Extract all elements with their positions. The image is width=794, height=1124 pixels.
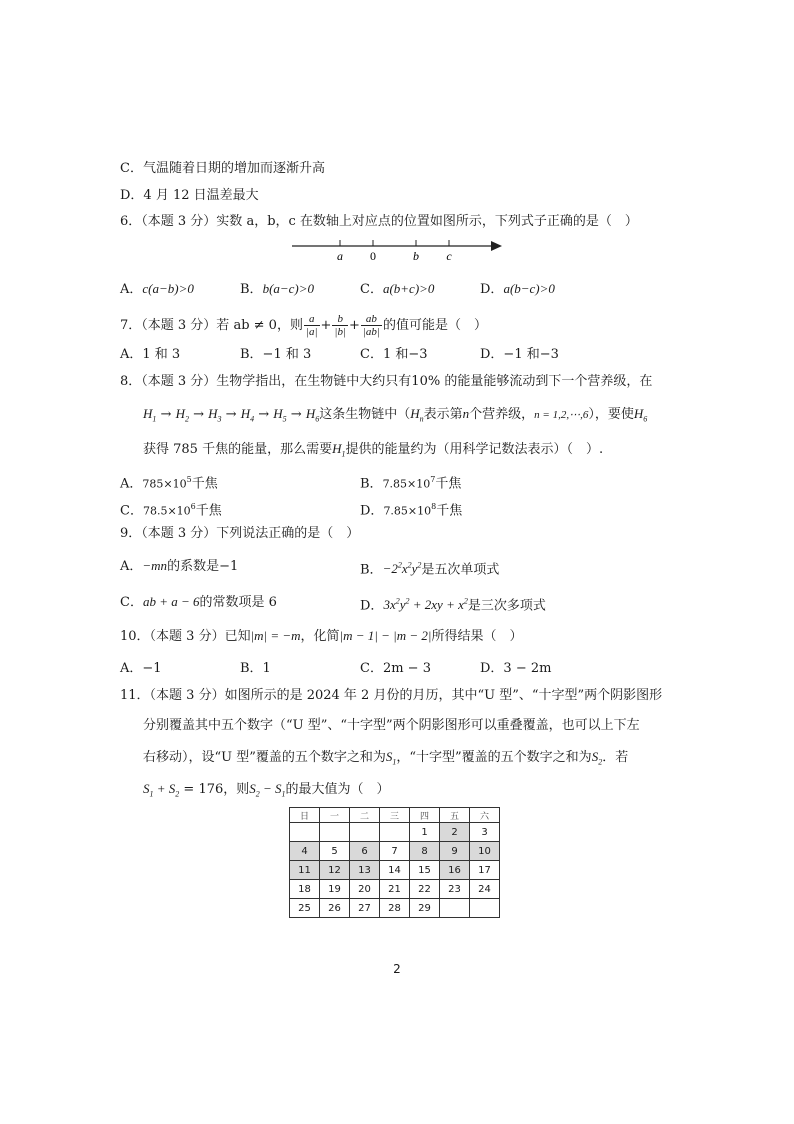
frac-b: $\frac{b}{|b|}$ — [334, 313, 346, 338]
q5-option-c: C．气温随着日期的增加而逐渐升高 — [120, 161, 325, 176]
calendar-day-cell: 10 — [470, 842, 500, 861]
page-number: 2 — [393, 962, 401, 976]
q11-line4: $S_1 + S_2 = 176$，则$S_2 - S_1$的最大值为（ ） — [143, 781, 390, 799]
calendar-day-cell: 29 — [410, 899, 440, 918]
q8-stem-line3: 获得 785 千焦的能量，那么需要$H_1$提供的能量约为（用科学记数法表示）（ ）. — [143, 441, 604, 459]
q11-line1: 11．（本题 3 分）如图所示的是 2024 年 2 月份的月历，其中“U 型”、“十字型”两个阴影图形 — [120, 688, 663, 703]
calendar-day-cell: 25 — [290, 899, 320, 918]
calendar-day-cell: 7 — [380, 842, 410, 861]
calendar-day-cell: 3 — [470, 823, 500, 842]
q9-option-d: D．$3x^2y^2 + 2xy + x^2$是三次多项式 — [360, 597, 546, 614]
calendar-day-cell — [290, 823, 320, 842]
q9-option-a: A．−mn的系数是−1 — [120, 558, 239, 574]
calendar-day-cell: 16 — [440, 861, 470, 880]
q7-stem: 7．（本题 3 分）若 ab ≠ 0，则 $\frac{a}{|a|}$ + $\frac{b}{|b|}$ + $\frac{ab}{|ab|}$ 的值可能是（ ） — [120, 313, 487, 338]
frac-ab: $\frac{ab}{|ab|}$ — [362, 313, 380, 338]
label-a: a — [337, 249, 343, 263]
calendar-day-cell — [320, 823, 350, 842]
calendar-day-cell: 22 — [410, 880, 440, 899]
q8-stem-line1: 8．（本题 3 分）生物学指出，在生物链中大约只有10% 的能量能够流动到下一个营养级，在 — [120, 374, 653, 389]
label-0: 0 — [370, 249, 376, 263]
q8-option-d: D．$7.85\times 10^8$千焦 — [360, 502, 463, 519]
calendar-day-cell: 23 — [440, 880, 470, 899]
q8-option-c: C．$78.5\times 10^6$千焦 — [120, 502, 222, 519]
q7-option-d: D．−1 和−3 — [480, 347, 559, 362]
calendar-day-cell: 2 — [440, 823, 470, 842]
calendar-day-cell: 13 — [350, 861, 380, 880]
calendar-weekday: 五 — [440, 808, 470, 823]
label-b: b — [413, 249, 419, 263]
q6-option-c: C．a(b+c)>0 — [360, 281, 435, 297]
calendar-day-cell — [470, 899, 500, 918]
calendar-day-cell: 17 — [470, 861, 500, 880]
frac-a: $\frac{a}{|a|}$ — [305, 313, 318, 338]
q10-option-c: C．2m − 3 — [360, 661, 431, 676]
q8-option-a: A．$785\times 10^5$千焦 — [120, 475, 218, 492]
calendar-day-cell: 20 — [350, 880, 380, 899]
calendar-day-cell — [440, 899, 470, 918]
calendar-day-cell: 5 — [320, 842, 350, 861]
calendar-day-cell — [380, 823, 410, 842]
calendar-day-cell: 11 — [290, 861, 320, 880]
calendar-day-cell: 15 — [410, 861, 440, 880]
calendar-day-cell: 4 — [290, 842, 320, 861]
calendar-day-cell: 14 — [380, 861, 410, 880]
q9-option-b: B．$-2^2x^2y^2$是五次单项式 — [360, 561, 500, 578]
calendar-day-cell: 27 — [350, 899, 380, 918]
q10-stem: 10．（本题 3 分）已知|m| = −m，化简|m − 1| − |m − 2|所得结果（ ） — [120, 628, 523, 644]
calendar-header-row — [290, 808, 500, 823]
calendar-feb-2024 — [289, 807, 500, 918]
calendar-day-cell: 26 — [320, 899, 350, 918]
q7-option-c: C．1 和−3 — [360, 347, 428, 362]
calendar-week-row — [290, 861, 500, 880]
q7-option-b: B．−1 和 3 — [240, 347, 312, 362]
q10-option-b: B．1 — [240, 661, 271, 676]
calendar-day-cell: 9 — [440, 842, 470, 861]
calendar-day-cell: 12 — [320, 861, 350, 880]
calendar-day-cell: 19 — [320, 880, 350, 899]
q6-option-d: D．a(b−c)>0 — [480, 281, 555, 297]
calendar-weekday: 六 — [470, 808, 500, 823]
calendar-day-cell: 8 — [410, 842, 440, 861]
calendar-day-cell: 21 — [380, 880, 410, 899]
q7-option-a: A．1 和 3 — [120, 347, 181, 362]
calendar-weekday: 三 — [380, 808, 410, 823]
number-line-figure — [288, 236, 508, 266]
calendar-day-cell: 24 — [470, 880, 500, 899]
calendar-day-cell: 6 — [350, 842, 380, 861]
calendar-week-row — [290, 823, 500, 842]
q9-option-c: C．ab + a − 6的常数项是 6 — [120, 594, 277, 610]
q9-stem: 9．（本题 3 分）下列说法正确的是（ ） — [120, 526, 360, 541]
q6-stem: 6．（本题 3 分）实数 a，b，c 在数轴上对应点的位置如图所示，下列式子正确的是（ ） — [120, 214, 638, 229]
calendar-weekday: 二 — [350, 808, 380, 823]
calendar-day-cell — [350, 823, 380, 842]
q11-line3: 右移动），设“U 型”覆盖的五个数字之和为$S_1$，“十字型”覆盖的五个数字之和为$S_2$．若 — [143, 749, 629, 767]
q11-line2: 分别覆盖其中五个数字（“U 型”、“十字型”两个阴影图形可以重叠覆盖，也可以上下左 — [143, 718, 640, 733]
calendar-day-cell: 18 — [290, 880, 320, 899]
calendar-day-cell: 1 — [410, 823, 440, 842]
calendar-week-row — [290, 899, 500, 918]
q8-stem-line2: $H_1 \to H_2 \to H_3 \to H_4 \to H_5 \to H_6$这条生物链中（$H_n$表示第n个营养级，n = 1,2,⋯,6），要使$H_6$ — [143, 406, 648, 424]
calendar-week-row — [290, 880, 500, 899]
calendar-week-row — [290, 842, 500, 861]
calendar-weekday: 一 — [320, 808, 350, 823]
label-c: c — [446, 249, 452, 263]
calendar-day-cell: 28 — [380, 899, 410, 918]
calendar-weekday: 四 — [410, 808, 440, 823]
calendar-weekday: 日 — [290, 808, 320, 823]
q10-option-a: A．−1 — [120, 661, 162, 676]
q10-option-d: D．3 − 2m — [480, 661, 552, 676]
q5-option-d: D．4 月 12 日温差最大 — [120, 188, 259, 203]
q6-option-a: A．c(a−b)>0 — [120, 281, 194, 297]
number-line-arrow — [491, 241, 502, 251]
q8-option-b: B．$7.85\times 10^7$千焦 — [360, 475, 462, 492]
q6-option-b: B．b(a−c)>0 — [240, 281, 315, 297]
